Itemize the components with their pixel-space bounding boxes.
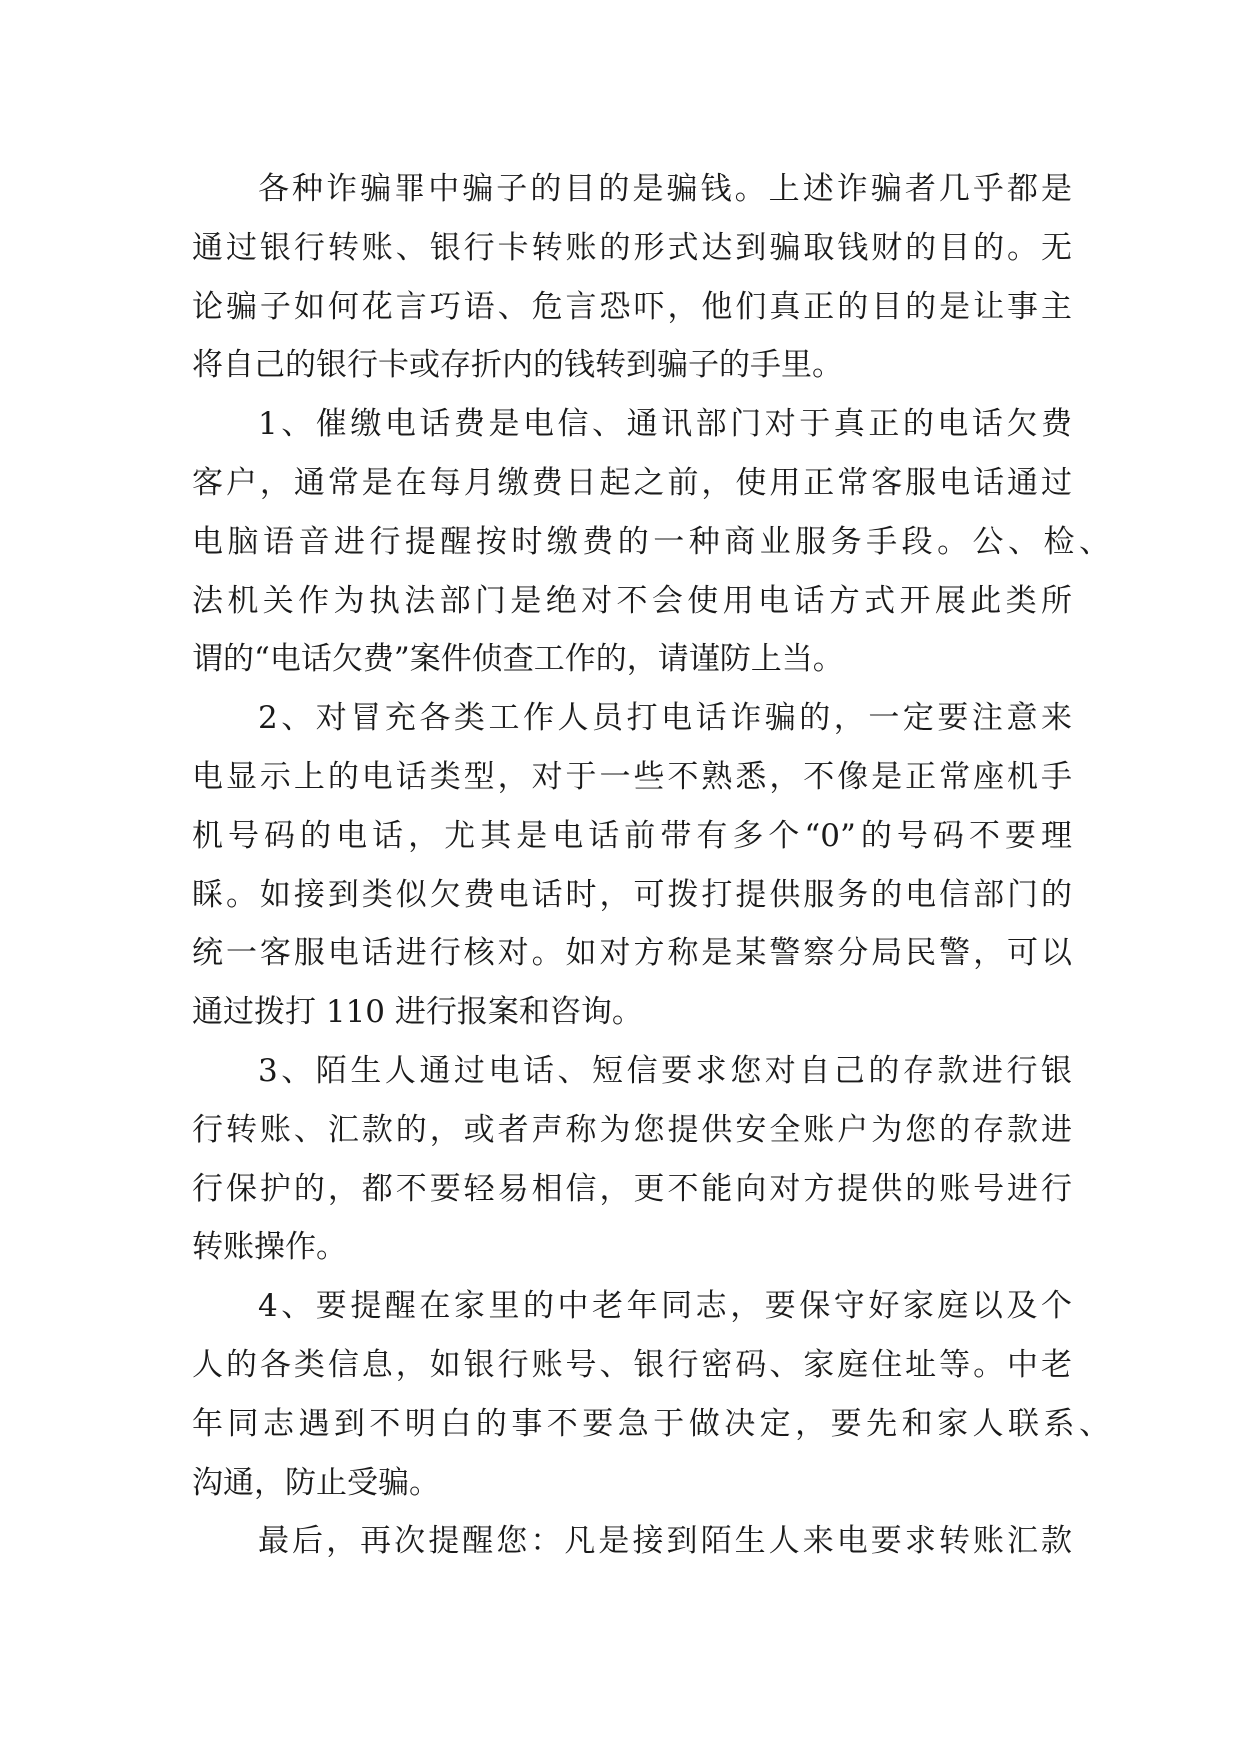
paragraph-line: 统一客服电话进行核对。如对方称是某警察分局民警，可以 [192,935,1072,972]
paragraph-line: 1、催缴电话费是电信、通讯部门对于真正的电话欠费 [258,406,1072,443]
paragraph-line: 法机关作为执法部门是绝对不会使用电话方式开展此类所 [192,582,1072,619]
paragraph-line: 行保护的，都不要轻易相信，更不能向对方提供的账号进行 [192,1170,1072,1207]
paragraph-line: 3、陌生人通过电话、短信要求您对自己的存款进行银 [258,1052,1072,1089]
paragraph-line: 2、对冒充各类工作人员打电话诈骗的，一定要注意来 [258,700,1072,737]
paragraph-line: 行转账、汇款的，或者声称为您提供安全账户为您的存款进 [192,1111,1072,1148]
paragraph-line: 通过拨打 110 进行报案和咨询。 [192,994,643,1031]
paragraph-line: 通过银行转账、银行卡转账的形式达到骗取钱财的目的。无 [192,229,1072,266]
paragraph-line: 各种诈骗罪中骗子的目的是骗钱。上述诈骗者几乎都是 [258,171,1072,207]
paragraph-line: 客户，通常是在每月缴费日起之前，使用正常客服电话通过 [192,464,1072,501]
paragraph-line: 转账操作。 [192,1229,347,1266]
paragraph-line: 机号码的电话，尤其是电话前带有多个“0”的号码不要理 [192,817,1072,854]
paragraph-line: 沟通，防止受骗。 [192,1464,440,1501]
paragraph-line: 电脑语音进行提醒按时缴费的一种商业服务手段。公、检、 [192,523,1110,560]
paragraph-line: 睬。如接到类似欠费电话时，可拨打提供服务的电信部门的 [192,876,1072,913]
document-body [192,160,1110,1571]
paragraph-line: 论骗子如何花言巧语、危言恐吓，他们真正的目的是让事主 [192,288,1072,325]
paragraph-line: 谓的“电话欠费”案件侦查工作的，请谨防上当。 [192,641,844,678]
paragraph-line: 4、要提醒在家里的中老年同志，要保守好家庭以及个 [258,1288,1072,1325]
paragraph-line: 电显示上的电话类型，对于一些不熟悉，不像是正常座机手 [192,758,1072,795]
paragraph-line: 将自己的银行卡或存折内的钱转到骗子的手里。 [192,347,843,384]
paragraph-line: 年同志遇到不明白的事不要急于做决定，要先和家人联系、 [192,1405,1110,1442]
paragraph-line: 最后，再次提醒您：凡是接到陌生人来电要求转账汇款 [258,1523,1072,1560]
paragraph-line: 人的各类信息，如银行账号、银行密码、家庭住址等。中老 [192,1346,1072,1383]
